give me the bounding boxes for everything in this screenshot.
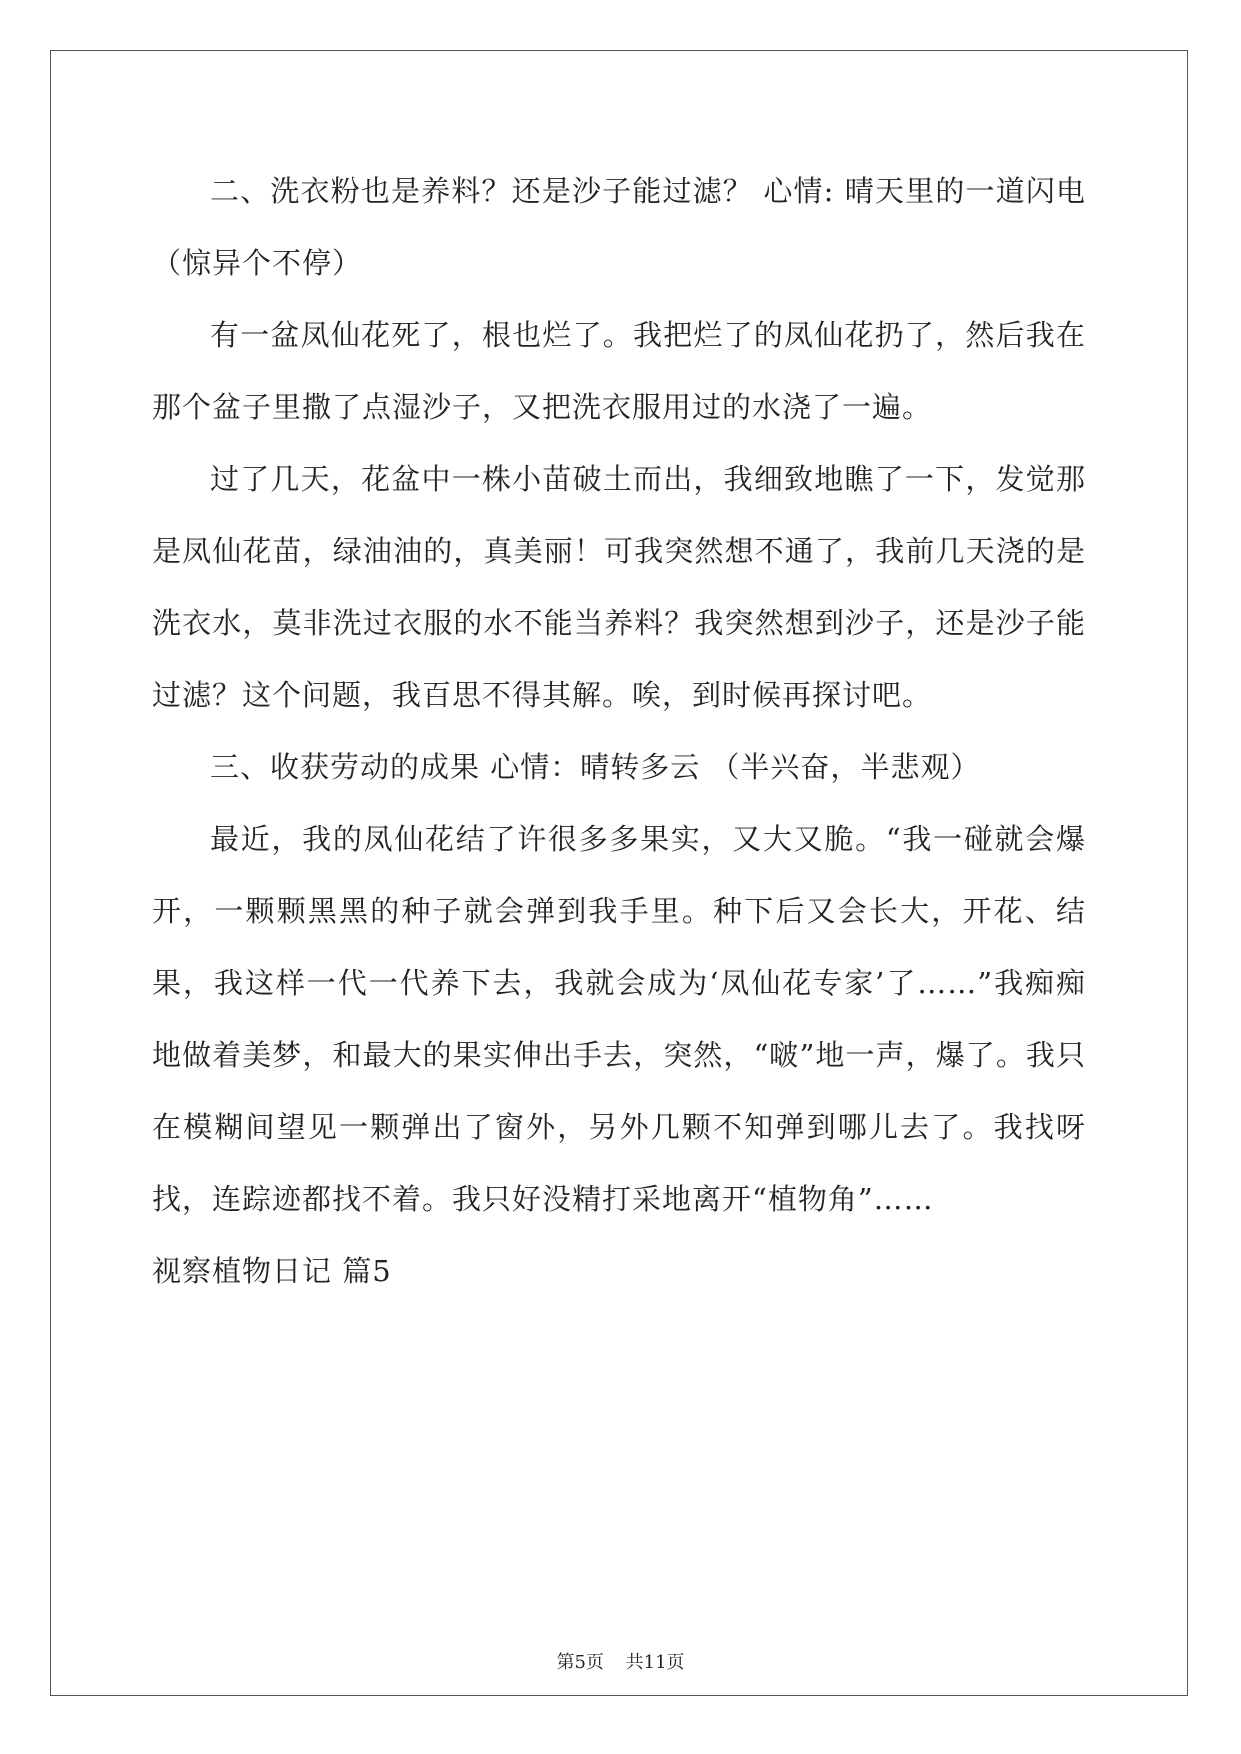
paragraph-subheading-2: 二、洗衣粉也是养料？还是沙子能过滤？ 心情: 晴天里的一道闪电（惊异个不停） bbox=[152, 174, 1086, 280]
paragraph: 过了几天，花盆中一株小苗破土而出，我细致地瞧了一下，发觉那是凤仙花苗，绿油油的，真美丽！可我突然想不通了，我前几天浇的是洗衣水，莫非洗过衣服的水不能当养料？我突然想到沙子，还是沙子能过滤？这个问题，我百思不得其解。唉，到时候再探讨吧。 bbox=[152, 462, 1086, 712]
page-total: 共11页 bbox=[625, 1652, 685, 1673]
paragraph: 有一盆凤仙花死了，根也烂了。我把烂了的凤仙花扔了，然后我在那个盆子里撒了点湿沙子，又把洗衣服用过的水浇了一遍。 bbox=[152, 318, 1086, 424]
page-footer bbox=[0, 1648, 1241, 1674]
paragraph-subheading-3: 三、收获劳动的成果 心情：晴转多云 （半兴奋，半悲观） bbox=[210, 750, 981, 784]
document-body bbox=[152, 155, 1086, 1307]
page-number: 第5页 bbox=[556, 1652, 604, 1673]
section-heading: 视察植物日记 篇5 bbox=[152, 1254, 392, 1288]
paragraph: 最近，我的凤仙花结了许很多多果实，又大又脆。“我一碰就会爆开，一颗颗黑黑的种子就会弹到我手里。种下后又会长大，开花、结果，我这样一代一代养下去，我就会成为‘凤仙花专家’了……”我痴痴地做着美梦，和最大的果实伸出手去，突然，“啵”地一声，爆了。我只在模糊间望见一颗弹出了窗外，另外几颗不知弹到哪儿去了。我找呀找，连踪迹都找不着。我只好没精打采地离开“植物角”…… bbox=[152, 822, 1086, 1216]
